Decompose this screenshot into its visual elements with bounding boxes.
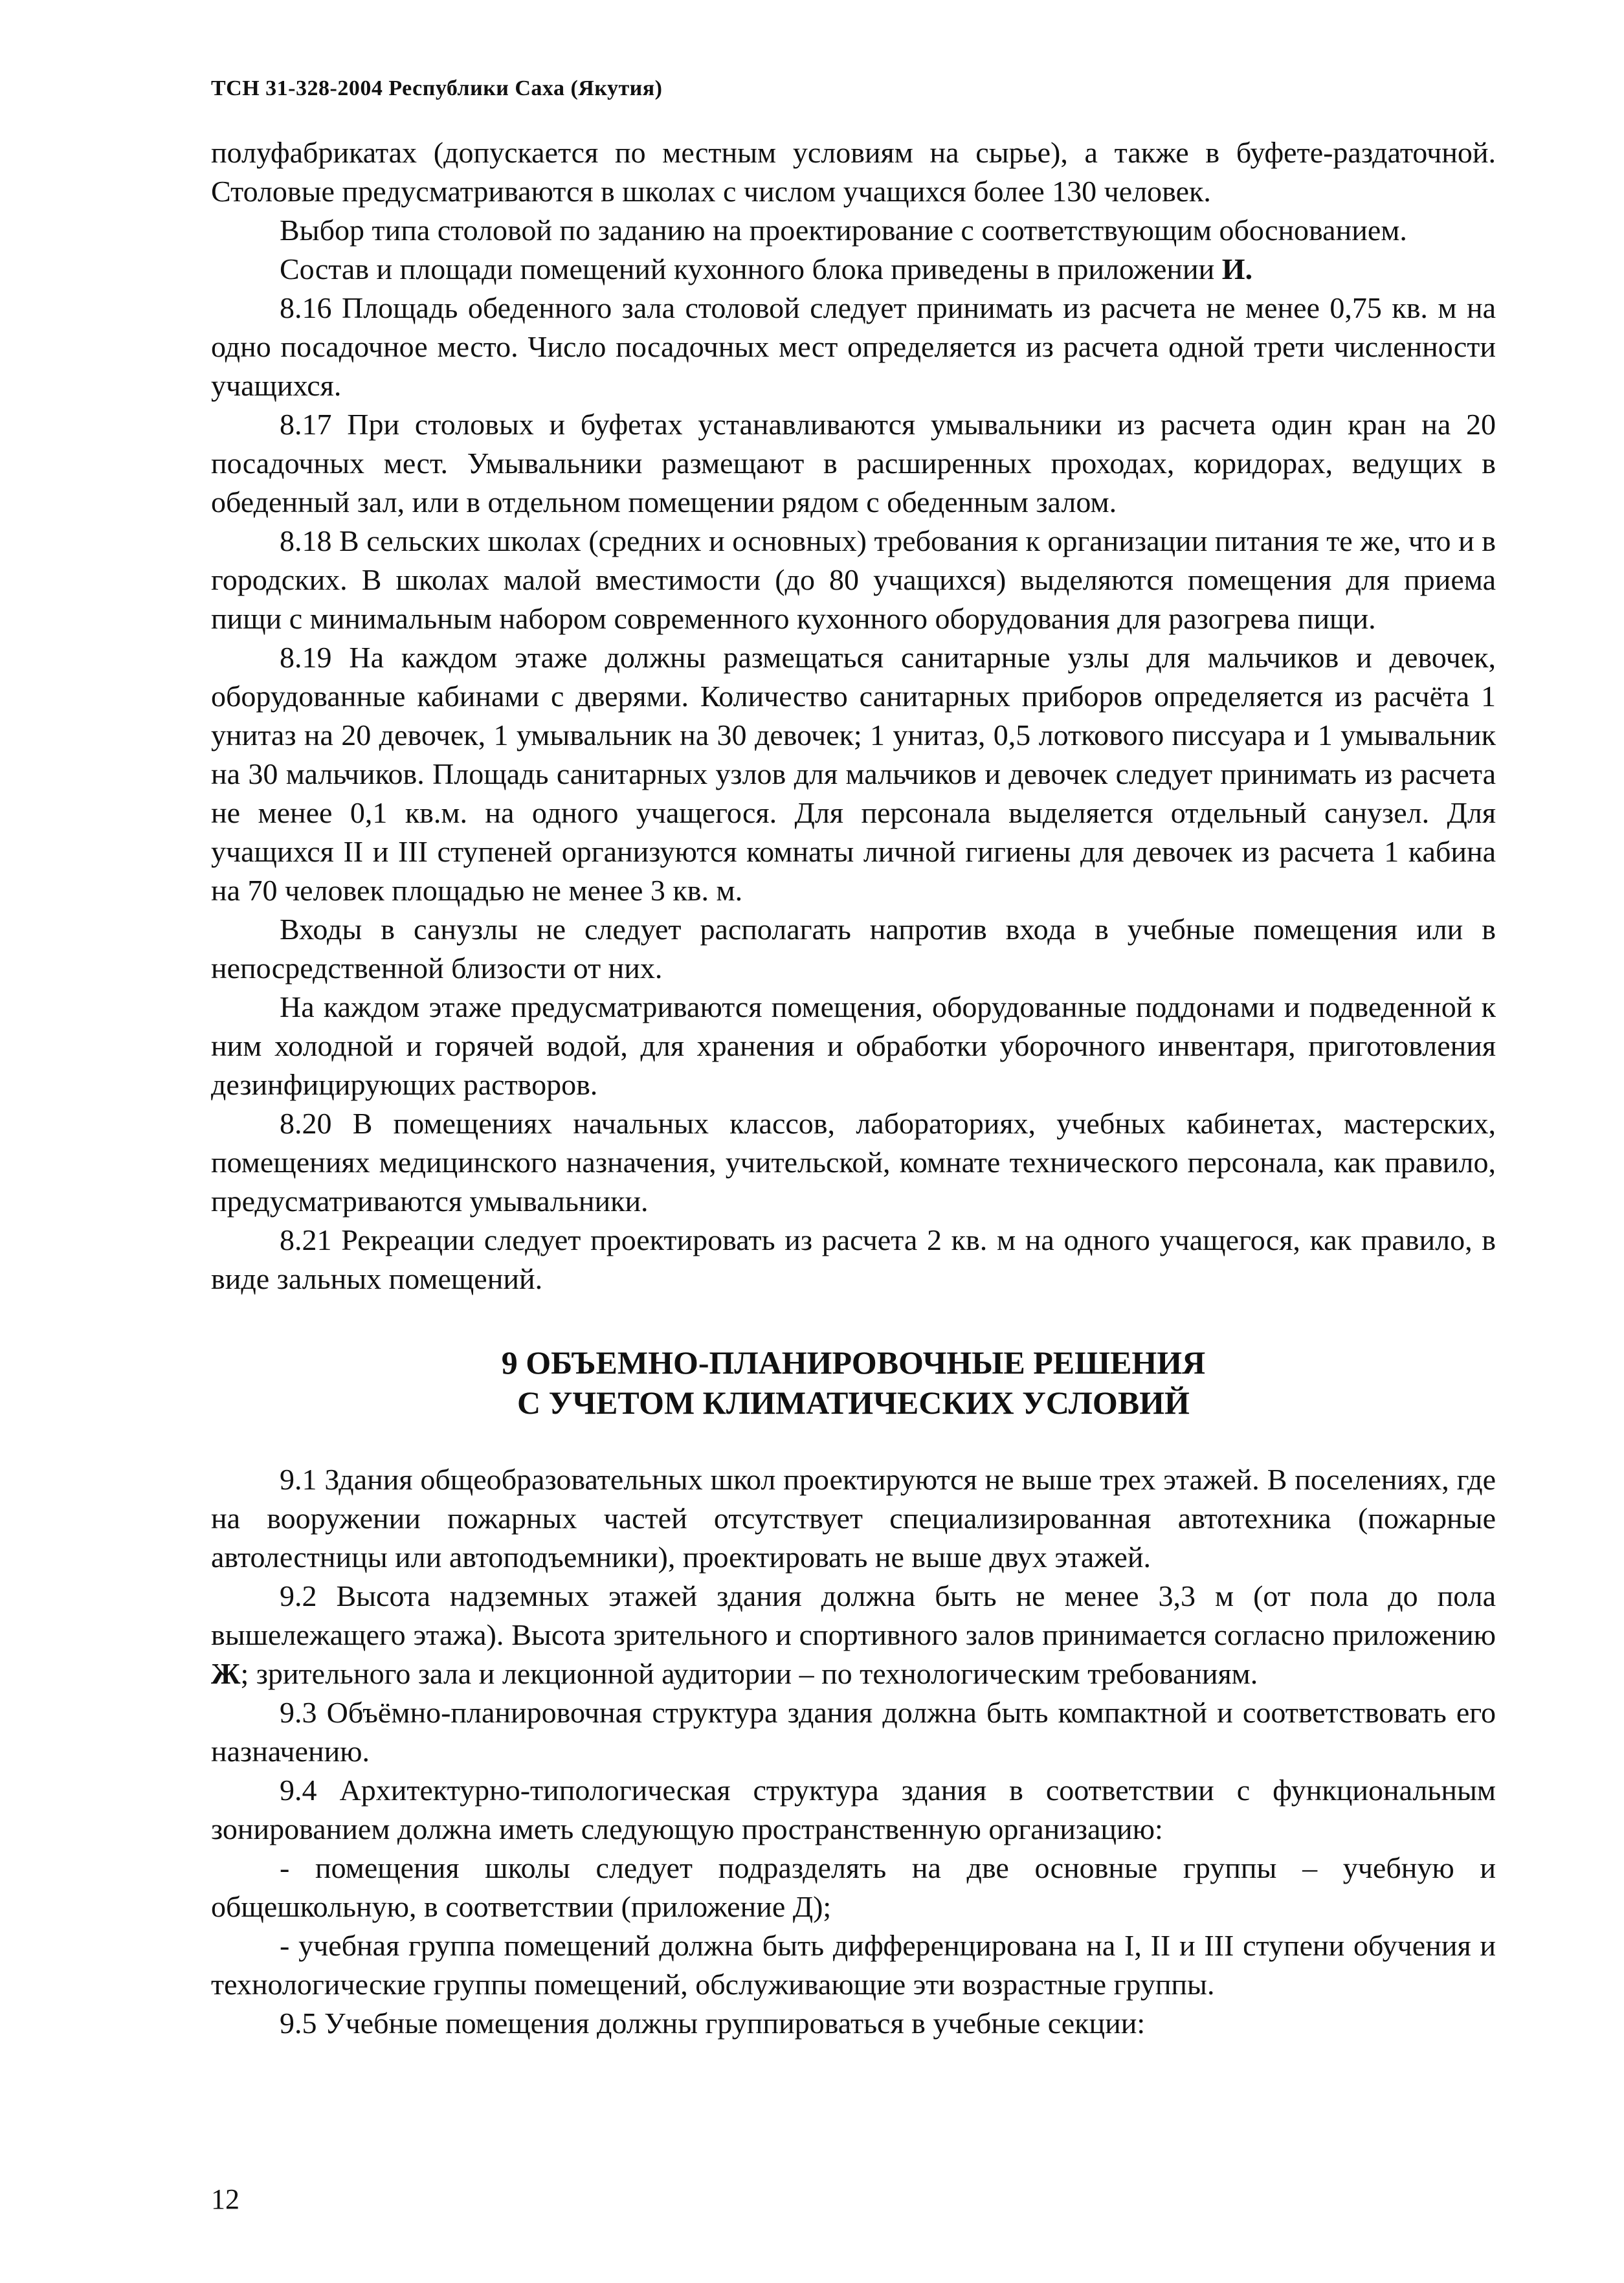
section-heading <box>211 1342 1496 1423</box>
section-heading-line-2: С УЧЕТОМ КЛИМАТИЧЕСКИХ УСЛОВИЙ <box>517 1385 1190 1421</box>
paragraph-8-19: 8.19 На каждом этаже должны размещаться санитарные узлы для мальчиков и девочек, оборудованные кабинами с дверями. Количество санитарных приборов определяется из расчёта 1 унитаз на 20 девочек, 1 умывальник на 30 девочек; 1 унитаз, 0,5 лоткового писсуара и 1 умывальник на 30 мальчиков. Площадь санитарных узлов для мальчиков и девочек следует принимать из расчета не менее 0,1 кв.м. на одного учащегося. Для персонала выделяется отдельный санузел. Для учащихся II и III ступеней организуются комнаты личной гигиены для девочек из расчета 1 кабина на 70 человек площадью не менее 3 кв. м. <box>211 641 1496 907</box>
paragraph-8-16: 8.16 Площадь обеденного зала столовой следует принимать из расчета не менее 0,75 кв. м на одно посадочное место. Число посадочных мест определяется из расчета одной трети численности учащихся. <box>211 291 1496 402</box>
document-body <box>211 133 1496 2043</box>
paragraph-9-1: 9.1 Здания общеобразовательных школ проектируются не выше трех этажей. В поселениях, где на вооружении пожарных частей отсутствует специализированная автотехника (пожарные автолестницы или автоподъемники), проектировать не выше двух этажей. <box>211 1463 1496 1574</box>
page-number: 12 <box>211 2183 239 2215</box>
paragraph-9-4: 9.4 Архитектурно-типологическая структура здания в соответствии с функциональным зонированием должна иметь следующую пространственную организацию: <box>211 1774 1496 1845</box>
paragraph-kitchen-block <box>211 250 1496 289</box>
para-9-2-after: ; зрительного зала и лекционной аудитории – по технологическим требованиям. <box>240 1657 1258 1690</box>
appendix-ref-i: И. <box>1221 252 1253 285</box>
paragraph-8-21: 8.21 Рекреации следует проектировать из расчета 2 кв. м на одного учащегося, как правило, в виде зальных помещений. <box>211 1223 1496 1295</box>
section-heading-line-1: 9 ОБЪЕМНО-ПЛАНИРОВОЧНЫЕ РЕШЕНИЯ <box>501 1344 1206 1381</box>
paragraph-canteen-type: Выбор типа столовой по заданию на проектирование с соответствующим обоснованием. <box>280 214 1407 247</box>
para-9-2-before: 9.2 Высота надземных этажей здания должна быть не менее 3,3 м (от пола до пола вышележащего этажа). Высота зрительного и спортивного залов принимается согласно приложению <box>211 1579 1496 1651</box>
paragraph-cleaning-rooms: На каждом этаже предусматриваются помещения, оборудованные поддонами и подведенной к ним холодной и горячей водой, для хранения и обработки уборочного инвентаря, приготовления дезинфицирующих растворов. <box>211 990 1496 1101</box>
paragraph-entrances: Входы в санузлы не следует располагать напротив входа в учебные помещения или в непосредственной близости от них. <box>211 913 1496 985</box>
list-item-school-groups: - помещения школы следует подразделять на две основные группы – учебную и общешкольную, в соответствии (приложение Д); <box>211 1851 1496 1923</box>
appendix-ref-zh: Ж <box>211 1657 241 1690</box>
paragraph-8-18: 8.18 В сельских школах (средних и основных) требования к организации питания те же, что и в городских. В школах малой вместимости (до 80 учащихся) выделяются помещения для приема пищи с минимальным набором современного кухонного оборудования для разогрева пищи. <box>211 524 1496 635</box>
document-header: ТСН 31-328-2004 Республики Саха (Якутия) <box>211 76 663 100</box>
paragraph-9-5: 9.5 Учебные помещения должны группироваться в учебные секции: <box>280 2007 1146 2040</box>
paragraph-9-3: 9.3 Объёмно-планировочная структура здания должна быть компактной и соответствовать его назначению. <box>211 1696 1496 1768</box>
paragraph-continuation: полуфабрикатах (допускается по местным условиям на сырье), а также в буфете-раздаточной. Столовые предусматриваются в школах с числом учащихся более 130 человек. <box>211 136 1496 208</box>
kitchen-text: Состав и площади помещений кухонного блока приведены в приложении <box>280 252 1222 285</box>
list-item-study-group: - учебная группа помещений должна быть дифференцирована на I, II и III ступени обучения и технологические группы помещений, обслуживающие эти возрастные группы. <box>211 1929 1496 2001</box>
paragraph-8-20: 8.20 В помещениях начальных классов, лабораториях, учебных кабинетах, мастерских, помещениях медицинского назначения, учительской, комнате технического персонала, как правило, предусматриваются умывальники. <box>211 1107 1496 1218</box>
paragraph-9-2 <box>211 1577 1496 1693</box>
paragraph-8-17: 8.17 При столовых и буфетах устанавливаются умывальники из расчета один кран на 20 посадочных мест. Умывальники размещают в расширенных проходах, коридорах, ведущих в обеденный зал, или в отдельном помещении рядом с обеденным залом. <box>211 408 1496 518</box>
